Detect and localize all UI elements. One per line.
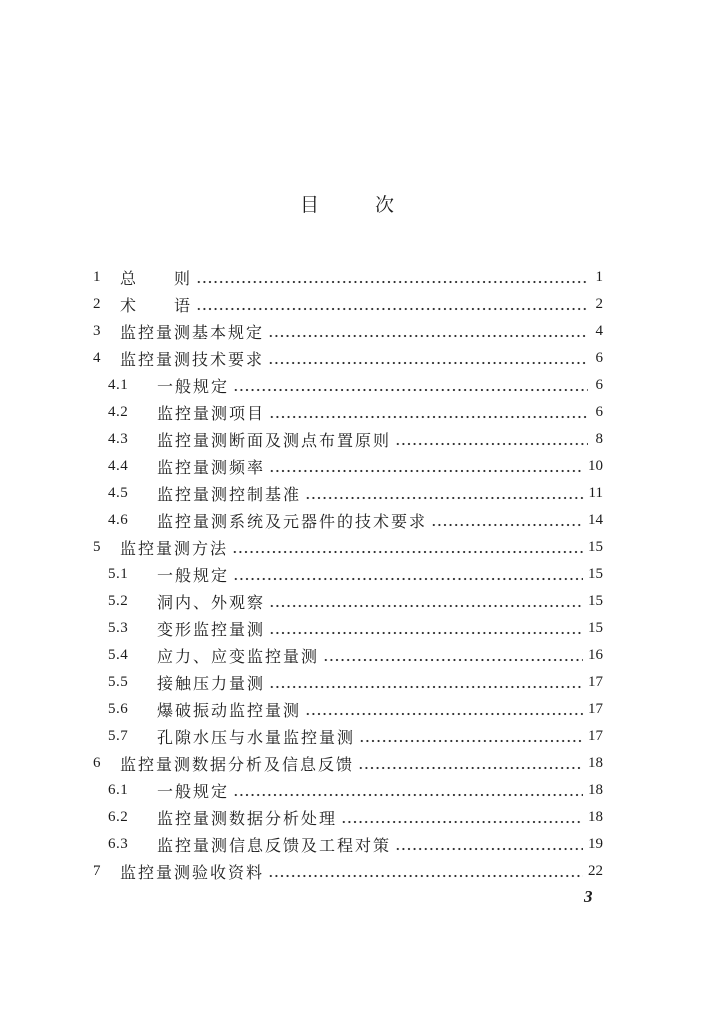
toc-entry (93, 561, 603, 588)
toc-entry (93, 750, 603, 777)
toc-entry (93, 723, 603, 750)
toc-entry-page: 15 (588, 566, 603, 582)
toc-entry-title: 一般规定 (157, 566, 230, 585)
toc-entry-number: 7 (93, 863, 101, 879)
toc-dot-leader (268, 345, 588, 372)
toc-entry-title: 总 则 (120, 269, 193, 288)
toc-entry-number: 4.6 (108, 512, 129, 528)
toc-entry-title: 监控量测系统及元器件的技术要求 (157, 512, 428, 531)
toc-dot-leader (269, 453, 583, 480)
toc-entry-title: 监控量测基本规定 (120, 323, 265, 342)
toc-entry-title: 一般规定 (157, 782, 230, 801)
toc-dot-leader (431, 507, 583, 534)
toc-entry-title: 监控量测数据分析处理 (157, 809, 338, 828)
toc-dot-leader (358, 750, 583, 777)
toc-entry-title: 监控量测数据分析及信息反馈 (120, 755, 355, 774)
toc-dot-leader (305, 480, 584, 507)
toc-entry (93, 264, 603, 291)
toc-dot-leader (233, 561, 583, 588)
toc-entry-number: 2 (93, 296, 101, 312)
toc-entry-page: 15 (588, 539, 603, 555)
toc-dot-leader (395, 831, 583, 858)
toc-entry-title: 监控量测频率 (157, 458, 266, 477)
toc-entry-page: 1 (595, 269, 603, 285)
toc-entry-page: 17 (588, 674, 603, 690)
toc-entry-page: 6 (595, 350, 603, 366)
toc-entry (93, 291, 603, 318)
toc-entry-number: 5.5 (108, 674, 129, 690)
toc-entry-number: 6.2 (108, 809, 129, 825)
toc-dot-leader (359, 723, 583, 750)
toc-entry-number: 4 (93, 350, 101, 366)
toc-entry-number: 6.3 (108, 836, 129, 852)
toc-entry-title: 变形监控量测 (157, 620, 266, 639)
toc-entry (93, 858, 603, 885)
toc-entry-title: 监控量测控制基准 (157, 485, 302, 504)
toc-entry-number: 6 (93, 755, 101, 771)
toc-entry (93, 588, 603, 615)
toc-entry-page: 19 (588, 836, 603, 852)
toc-entry-title: 监控量测验收资料 (120, 863, 265, 882)
toc-entry-page: 17 (588, 728, 603, 744)
toc-dot-leader (268, 858, 583, 885)
toc-entry-number: 5.6 (108, 701, 129, 717)
toc-entry-title: 接触压力量测 (157, 674, 266, 693)
toc-entry-page: 8 (595, 431, 603, 447)
toc-entry (93, 399, 603, 426)
toc-entry (93, 480, 603, 507)
toc-entry-page: 18 (588, 782, 603, 798)
toc-entry (93, 372, 603, 399)
toc-entry-title: 监控量测断面及测点布置原则 (157, 431, 392, 450)
toc-entry-number: 4.1 (108, 377, 129, 393)
toc-dot-leader (196, 264, 588, 291)
toc-entry-number: 4.4 (108, 458, 129, 474)
toc-dot-leader (233, 777, 583, 804)
toc-entry-page: 10 (588, 458, 603, 474)
toc-entry-title: 术 语 (120, 296, 193, 315)
toc-entry (93, 345, 603, 372)
toc-entry-title: 爆破振动监控量测 (157, 701, 302, 720)
toc-entry (93, 453, 603, 480)
toc-entry-number: 4.5 (108, 485, 129, 501)
toc-entry-number: 5.7 (108, 728, 129, 744)
toc-entry (93, 615, 603, 642)
toc-entry-page: 15 (588, 620, 603, 636)
toc-dot-leader (269, 615, 583, 642)
toc-entry-number: 5.2 (108, 593, 129, 609)
toc-entry-page: 15 (588, 593, 603, 609)
toc-entry-title: 监控量测项目 (157, 404, 266, 423)
toc-dot-leader (233, 372, 588, 399)
toc-entry (93, 669, 603, 696)
toc-dot-leader (323, 642, 583, 669)
toc-entry-title: 应力、应变监控量测 (157, 647, 320, 666)
toc-entry-page: 18 (588, 809, 603, 825)
toc-entry-page: 14 (588, 512, 603, 528)
toc-entry-number: 4.2 (108, 404, 129, 420)
toc-entry-title: 孔隙水压与水量监控量测 (157, 728, 356, 747)
toc-entry-page: 6 (595, 377, 603, 393)
toc-entry-page: 17 (588, 701, 603, 717)
toc-entry-number: 3 (93, 323, 101, 339)
toc-entry (93, 804, 603, 831)
toc-dot-leader (269, 588, 583, 615)
toc-entry-number: 4.3 (108, 431, 129, 447)
toc-entry-number: 1 (93, 269, 101, 285)
page-title: 目次 (300, 194, 451, 216)
toc-entry (93, 777, 603, 804)
page-number: 3 (584, 887, 593, 906)
toc-entry-number: 5 (93, 539, 101, 555)
toc-entry-page: 18 (588, 755, 603, 771)
toc-entry-title: 监控量测技术要求 (120, 350, 265, 369)
toc-entry-title: 监控量测方法 (120, 539, 229, 558)
toc-list (93, 264, 603, 885)
toc-entry (93, 318, 603, 345)
toc-dot-leader (196, 291, 588, 318)
toc-entry (93, 426, 603, 453)
toc-dot-leader (269, 399, 588, 426)
toc-entry-page: 6 (595, 404, 603, 420)
toc-entry-number: 5.3 (108, 620, 129, 636)
toc-dot-leader (341, 804, 583, 831)
toc-entry-title: 一般规定 (157, 377, 230, 396)
toc-entry-page: 2 (595, 296, 603, 312)
toc-entry-page: 11 (588, 485, 603, 501)
toc-entry (93, 642, 603, 669)
toc-entry-number: 5.1 (108, 566, 129, 582)
toc-dot-leader (305, 696, 583, 723)
toc-entry-page: 4 (595, 323, 603, 339)
toc-dot-leader (395, 426, 588, 453)
toc-dot-leader (232, 534, 583, 561)
toc-entry (93, 507, 603, 534)
toc-entry-number: 6.1 (108, 782, 129, 798)
toc-entry-page: 22 (588, 863, 603, 879)
toc-entry (93, 696, 603, 723)
toc-dot-leader (268, 318, 588, 345)
toc-entry-page: 16 (588, 647, 603, 663)
toc-entry-number: 5.4 (108, 647, 129, 663)
toc-entry (93, 831, 603, 858)
toc-dot-leader (269, 669, 583, 696)
toc-entry-title: 洞内、外观察 (157, 593, 266, 612)
toc-entry-title: 监控量测信息反馈及工程对策 (157, 836, 392, 855)
toc-entry (93, 534, 603, 561)
